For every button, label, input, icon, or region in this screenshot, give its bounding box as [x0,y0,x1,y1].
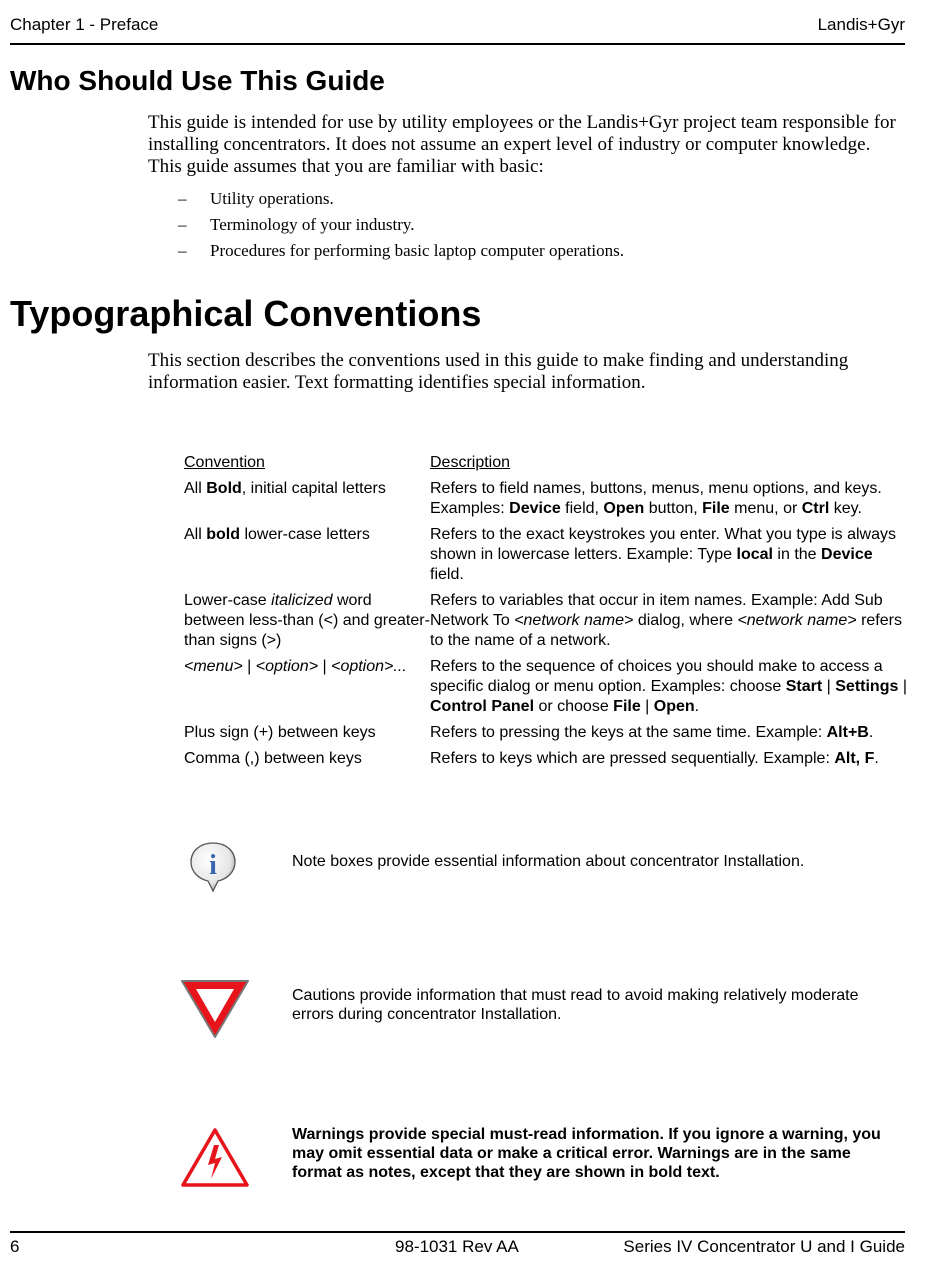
convention-cell: Lower-case italicized word between less-than (<) and greater-than signs (>) [184,592,430,649]
convention-cell: All bold lower-case letters [184,526,370,543]
info-glyph: i [209,850,217,881]
page-footer [10,1231,905,1261]
description-cell: Refers to the exact keystrokes you enter. What you type is always shown in lowercase letters. Example: Type local in the Device field. [430,526,896,583]
description-cell: Refers to field names, buttons, menus, menu options, and keys. Examples: Device field, Open button, File menu, or Ctrl key. [430,480,882,517]
note-warning-text: Warnings provide special must-read information. If you ignore a warning, you may omit essential data or make a critical error. Warnings are in the same format as notes, except that they are shown in bold text. [292,1126,881,1181]
convention-cell: Plus sign (+) between keys [184,724,376,741]
section-heading-who: Who Should Use This Guide [10,65,385,96]
page-number: 6 [10,1237,20,1256]
audience-list [178,188,624,266]
column-header-convention: Convention [184,454,265,471]
table-row [184,525,910,591]
page-header [10,15,905,45]
conventions-table [184,453,910,775]
table-row [184,657,910,723]
column-header-description: Description [430,454,511,471]
table-header-row [184,453,910,479]
convention-cell: All Bold, initial capital letters [184,480,386,497]
note-caution-text: Cautions provide information that must read to avoid making relatively moderate errors during concentrator Installation. [292,987,859,1023]
chapter-title: Chapter 1 - Preface [10,15,159,34]
note-info-text: Note boxes provide essential information about concentrator Installation. [292,853,805,870]
table-row [184,749,910,775]
typographical-paragraph: This section describes the conventions used in this guide to make finding and understanding information easier. Text formatting identifies special information. [148,350,849,393]
doc-number: 98-1031 Rev AA [395,1237,519,1256]
list-item: – Procedures for performing basic laptop computer operations. [178,241,625,260]
guide-title: Series IV Concentrator U and I Guide [623,1237,905,1256]
description-cell: Refers to pressing the keys at the same time. Example: Alt+B. [430,724,874,741]
description-cell: Refers to variables that occur in item names. Example: Add Sub Network To <network name> dialog, where <network name> refers to the name of a network. [430,592,902,649]
description-cell: Refers to the sequence of choices you should make to access a specific dialog or menu option. Examples: choose Start | Settings | Control Panel or choose File | Open. [430,658,907,715]
yield-caution-icon [178,978,252,1045]
convention-cell: Comma (,) between keys [184,750,362,767]
brand-name: Landis+Gyr [817,15,905,34]
lightning-warning-icon [180,1127,250,1194]
convention-cell: <menu> | <option> | <option>... [184,658,407,675]
section-heading-typographical: Typographical Conventions [10,293,482,334]
list-item: – Terminology of your industry. [178,215,415,234]
who-paragraph: This guide is intended for use by utility employees or the Landis+Gyr project team responsible for installing concentrators. It does not assume an expert level of industry or computer knowledge. This guide assumes that you are familiar with basic: [148,112,896,177]
table-row [184,723,910,749]
table-row [184,479,910,525]
list-item: – Utility operations. [178,189,334,208]
info-bubble-icon [188,840,238,899]
description-cell: Refers to keys which are pressed sequentially. Example: Alt, F. [430,750,879,767]
table-row [184,591,910,657]
